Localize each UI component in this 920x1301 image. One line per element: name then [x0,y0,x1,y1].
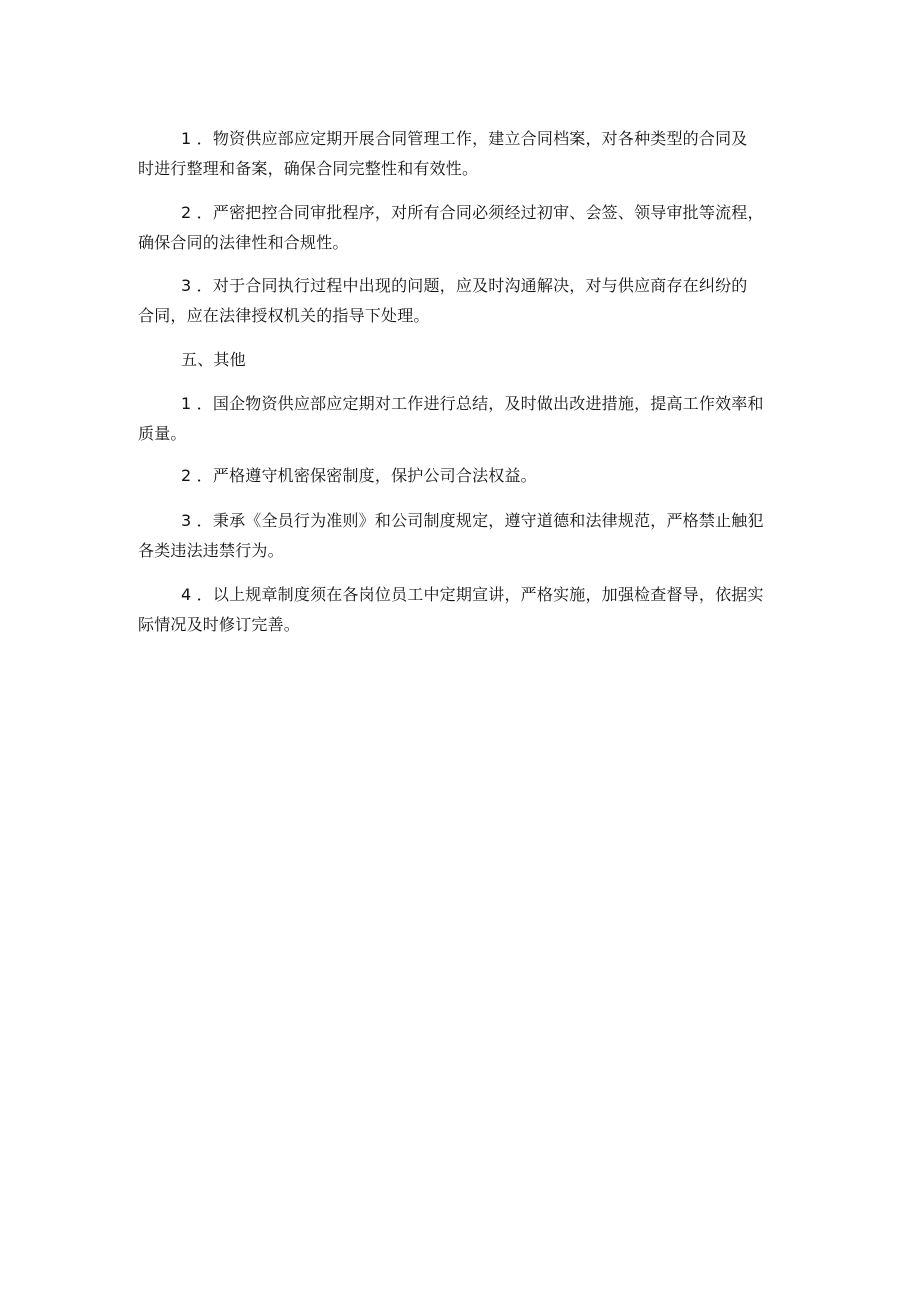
clause-4-2 [138,198,788,258]
clause-line: 各类违法违禁行为。 [138,541,284,560]
clause-line: 3 ．秉承《全员行为准则》和公司制度规定，遵守道德和法律规范，严格禁止触犯 [181,511,764,530]
clause-line: 1 ．国企物资供应部应定期对工作进行总结，及时做出改进措施，提高工作效率和 [181,394,764,413]
clause-line: 4 ．以上规章制度须在各岗位员工中定期宣讲，严格实施，加强检查督导，依据实 [181,585,764,604]
clause-4-3 [138,271,788,331]
clause-line: 确保合同的法律性和合规性。 [138,233,349,252]
clause-line: 1 ．物资供应部应定期开展合同管理工作，建立合同档案，对各种类型的合同及 [181,129,748,148]
clause-4-1 [138,124,788,184]
section-heading: 五、其他 [181,350,246,369]
clause-line: 2 ．严格遵守机密保密制度，保护公司合法权益。 [181,466,537,485]
clause-line: 2 ．严密把控合同审批程序，对所有合同必须经过初审、会签、领导审批等流程， [181,203,764,222]
clause-5-1 [138,389,788,449]
clause-line: 际情况及时修订完善。 [138,615,301,634]
clause-line: 合同，应在法律授权机关的指导下处理。 [138,306,430,325]
clause-5-2 [138,461,788,491]
clause-line: 3 ．对于合同执行过程中出现的问题，应及时沟通解决，对与供应商存在纠纷的 [181,276,748,295]
clause-5-4 [138,580,788,640]
clause-line: 时进行整理和备案，确保合同完整性和有效性。 [138,159,479,178]
clause-5-3 [138,506,788,566]
section-heading-other [138,345,788,375]
clause-line: 质量。 [138,424,187,443]
